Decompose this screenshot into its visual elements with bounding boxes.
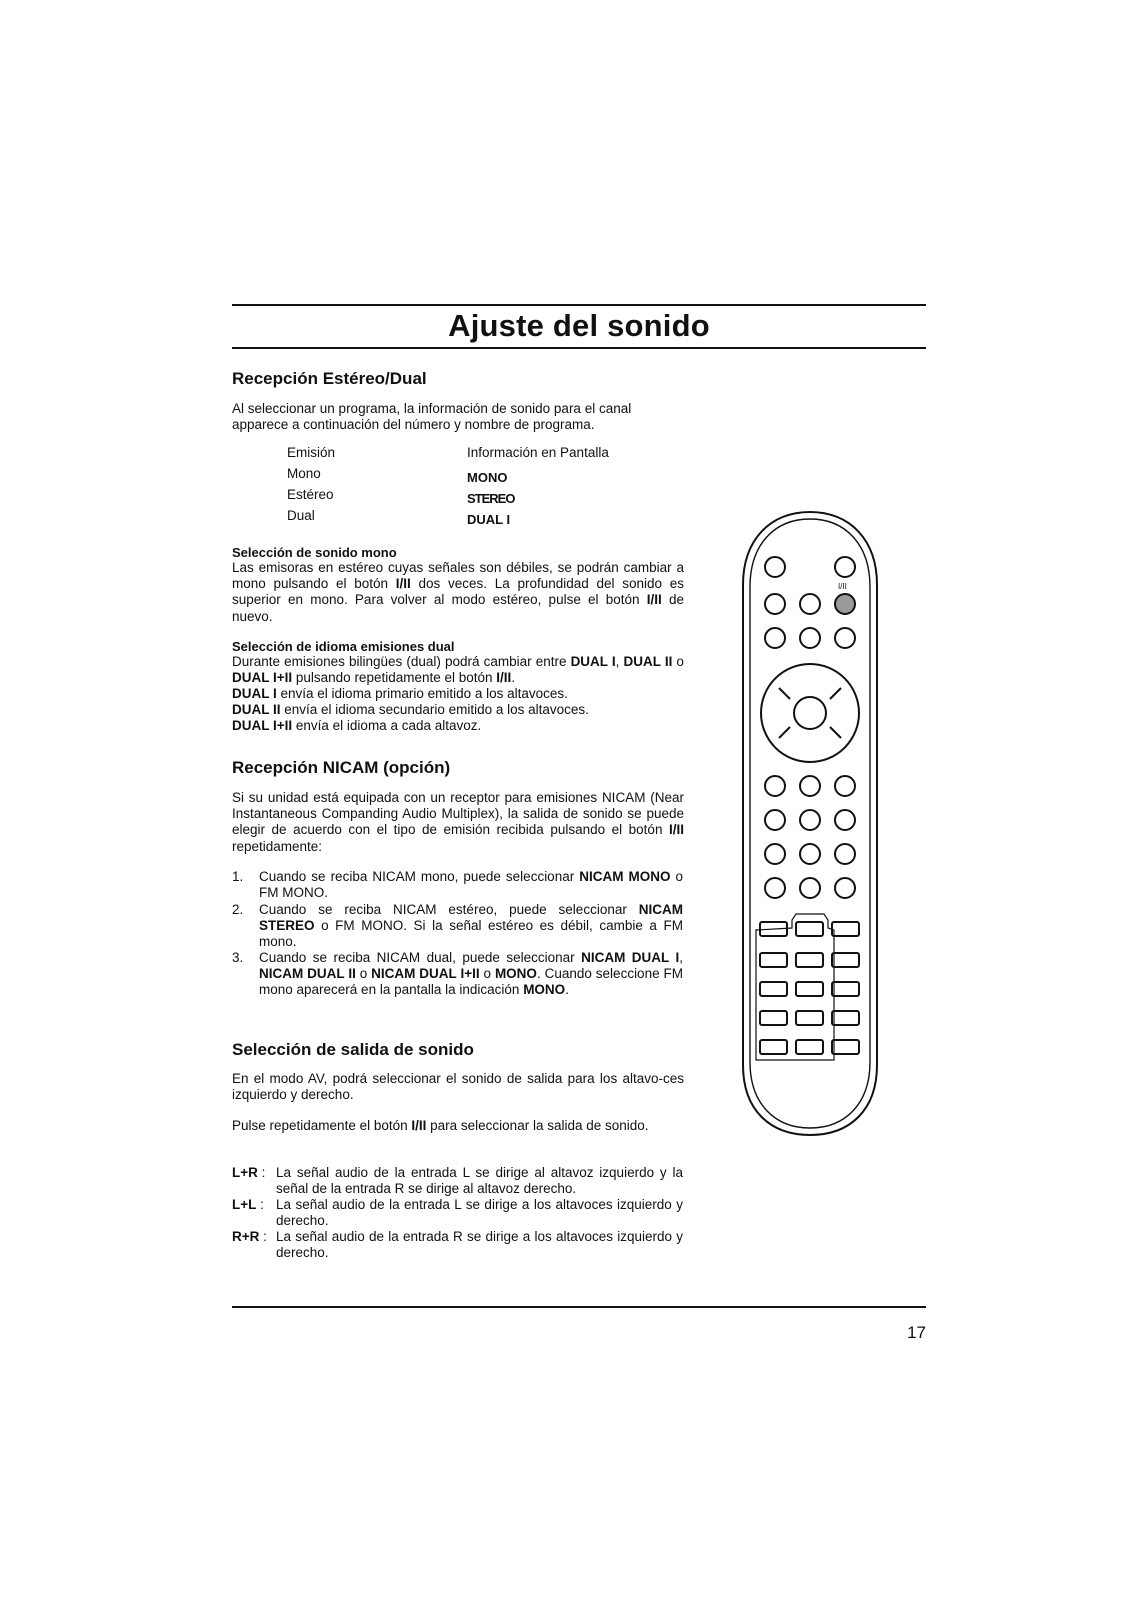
output-description: La señal audio de la entrada L se dirige al altavoz izquierdo y la señal de la entrada R se dirige al altavoz derecho. [276,1165,683,1197]
remote-i-ii-label: I/II [838,582,847,591]
list-number: 3. [232,950,244,965]
remote-button-i-ii-highlighted [835,594,855,614]
remote-button [800,776,820,796]
remote-rect-button [796,922,823,936]
remote-button [800,878,820,898]
top-rule [232,304,926,306]
dual-language-heading: Selección de idioma emisiones dual [232,639,455,654]
table-row-emision: Dual [287,508,315,523]
table-row-info: STEREO [467,491,515,506]
list-item: DUAL I envía el idioma primario emitido a los altavoces. [232,686,568,701]
remote-rect-button [796,982,823,996]
page-number: 17 [907,1323,926,1342]
title-underline [232,347,926,349]
remote-button [835,557,855,577]
remote-rect-button [796,1040,823,1054]
mono-selection-text: Las emisoras en estéreo cuyas señales son débiles, se podrán cambiar a mono pulsando el botón I/II dos veces. La profundidad del sonido es superior en mono. Para volver al modo estéreo, pulse el botón I/II de nuevo. [232,560,684,624]
output-description: La señal audio de la entrada L se dirige a los altavoces izquierdo y derecho. [276,1197,683,1229]
remote-rect-button [760,1011,787,1025]
page-title: Ajuste del sonido [448,308,710,343]
sound-output-p2: Pulse repetidamente el botón I/II para seleccionar la salida de sonido. [232,1118,649,1133]
output-description: La señal audio de la entrada R se dirige a los altavoces izquierdo y derecho. [276,1229,683,1261]
table-row-info: MONO [467,470,508,485]
remote-button [835,776,855,796]
remote-button [765,776,785,796]
list-item: Cuando se reciba NICAM mono, puede seleccionar NICAM MONO o FM MONO. [259,869,683,901]
mono-selection-heading: Selección de sonido mono [232,545,397,560]
remote-button [765,810,785,830]
remote-button [765,628,785,648]
remote-button [800,628,820,648]
remote-button [800,810,820,830]
remote-button [765,557,785,577]
remote-ok-button [794,697,826,729]
remote-navigation-ring [761,664,859,762]
table-row-info: DUAL I [467,512,511,527]
list-item: Cuando se reciba NICAM estéreo, puede seleccionar NICAM STEREO o FM MONO. Si la señal estéreo es débil, cambie a FM mono. [259,902,683,950]
remote-rect-button [832,1040,859,1054]
dual-lines [232,686,684,735]
remote-control-icon [740,510,880,1140]
stereo-dual-intro: Al seleccionar un programa, la información de sonido para el canal apparece a continuación del número y nombre de programa. [232,401,632,433]
remote-rect-button [760,982,787,996]
nicam-intro: Si su unidad está equipada con un receptor para emisiones NICAM (Near Instantaneous Companding Audio Multiplex), la salida de sonido se puede elegir de acuerdo con el tipo de emisión recibida pulsando el botón I/II repetidamente: [232,790,684,854]
section-heading-sound-output: Selección de salida de sonido [232,1040,474,1059]
remote-arrow-mark [830,688,841,699]
remote-control-illustration [740,510,880,1145]
remote-rect-button [796,953,823,967]
output-label: L+R : [232,1165,266,1180]
sound-output-p1: En el modo AV, podrá seleccionar el sonido de salida para los altavo-ces izquierdo y derecho. [232,1071,684,1103]
bottom-rule [232,1306,926,1308]
list-number: 2. [232,902,244,917]
table-header-emision: Emisión [287,445,336,460]
remote-button [835,878,855,898]
list-item: DUAL I+II envía el idioma a cada altavoz. [232,718,482,734]
table-header-info: Información en Pantalla [467,445,609,460]
output-label: L+L : [232,1197,264,1212]
list-number: 1. [232,869,244,884]
remote-outer-outline [743,512,877,1135]
list-item: DUAL II envía el idioma secundario emitido a los altavoces. [232,702,589,718]
remote-rect-button [760,953,787,967]
remote-rect-button [832,982,859,996]
remote-rect-button [760,1040,787,1054]
remote-arrow-mark [830,727,841,738]
remote-button [800,594,820,614]
remote-rect-button [796,1011,823,1025]
table-row-emision: Estéreo [287,487,334,502]
remote-button [835,810,855,830]
remote-rect-button [832,953,859,967]
remote-button [765,878,785,898]
list-item: Cuando se reciba NICAM dual, puede seleccionar NICAM DUAL I, NICAM DUAL II o NICAM DUAL I+II o MONO. Cuando seleccione FM mono aparecerá en la pantalla la indicación MONO. [259,950,684,998]
table-row-emision: Mono [287,466,321,481]
section-heading-stereo-dual: Recepción Estéreo/Dual [232,369,427,388]
output-label: R+R : [232,1229,267,1244]
remote-rect-button [832,1011,859,1025]
remote-rect-button [832,922,859,936]
remote-arrow-mark [779,688,790,699]
section-heading-nicam: Recepción NICAM (opción) [232,758,451,777]
remote-button [765,594,785,614]
remote-button [835,628,855,648]
remote-button [835,844,855,864]
dual-language-text: Durante emisiones bilingües (dual) podrá cambiar entre DUAL I, DUAL II o DUAL I+II pulsando repetidamente el botón I/II. [232,654,684,686]
remote-button [765,844,785,864]
remote-button [800,844,820,864]
remote-arrow-mark [779,727,790,738]
